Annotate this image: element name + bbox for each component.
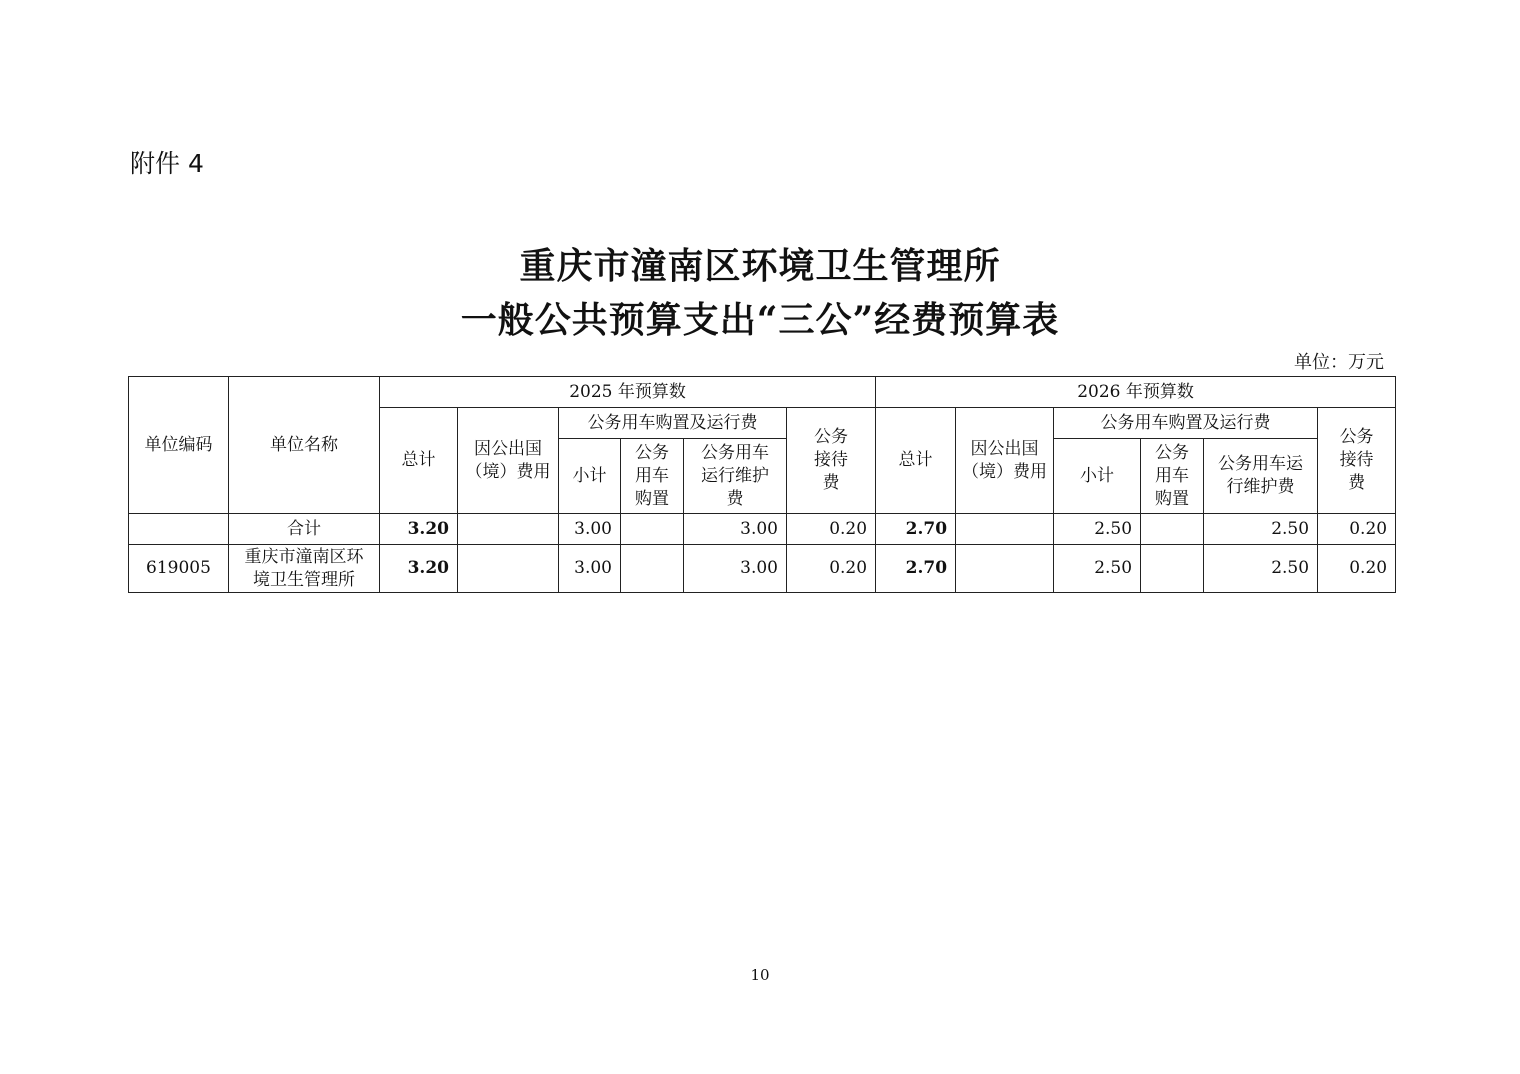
budget-table (128, 376, 1396, 593)
cell-code: 619005 (129, 545, 229, 593)
header-year-2025: 2025 年预算数 (380, 377, 876, 408)
cell-purchase-2025 (621, 545, 684, 593)
cell-subtotal-2026: 2.50 (1054, 545, 1141, 593)
header-unit-name: 单位名称 (229, 377, 380, 514)
header-abroad-2025: 因公出国（境）费用 (458, 408, 559, 514)
cell-maintenance-2026: 2.50 (1204, 514, 1318, 545)
cell-total-2026: 2.70 (876, 545, 956, 593)
cell-maintenance-2025: 3.00 (684, 545, 787, 593)
cell-code (129, 514, 229, 545)
cell-reception-2025: 0.20 (787, 545, 876, 593)
table-row (129, 514, 1396, 545)
header-vehicle-group-2025: 公务用车购置及运行费 (559, 408, 787, 439)
header-subtotal-2025: 小计 (559, 439, 621, 514)
cell-subtotal-2025: 3.00 (559, 514, 621, 545)
cell-total-2026: 2.70 (876, 514, 956, 545)
header-total-2026: 总计 (876, 408, 956, 514)
page-number: 10 (750, 966, 770, 984)
cell-name: 重庆市潼南区环境卫生管理所 (229, 545, 380, 593)
cell-abroad-2025 (458, 545, 559, 593)
page-title-line2: 一般公共预算支出“三公”经费预算表 (460, 299, 1060, 341)
cell-abroad-2026 (956, 514, 1054, 545)
header-reception-2025: 公务接待费 (787, 408, 876, 514)
cell-total-2025: 3.20 (380, 545, 458, 593)
header-vehicle-group-2026: 公务用车购置及运行费 (1054, 408, 1318, 439)
cell-reception-2025: 0.20 (787, 514, 876, 545)
cell-purchase-2025 (621, 514, 684, 545)
cell-subtotal-2026: 2.50 (1054, 514, 1141, 545)
header-row-1 (129, 377, 1396, 408)
page-title-line1: 重庆市潼南区环境卫生管理所 (519, 245, 1001, 287)
cell-abroad-2026 (956, 545, 1054, 593)
cell-purchase-2026 (1141, 545, 1204, 593)
unit-label: 单位：万元 (1294, 352, 1384, 373)
header-purchase-2026: 公务用车购置 (1141, 439, 1204, 514)
header-reception-2026: 公务接待费 (1318, 408, 1396, 514)
header-unit-code: 单位编码 (129, 377, 229, 514)
cell-reception-2026: 0.20 (1318, 514, 1396, 545)
cell-subtotal-2025: 3.00 (559, 545, 621, 593)
cell-abroad-2025 (458, 514, 559, 545)
header-year-2026: 2026 年预算数 (876, 377, 1396, 408)
cell-maintenance-2026: 2.50 (1204, 545, 1318, 593)
cell-purchase-2026 (1141, 514, 1204, 545)
header-purchase-2025: 公务用车购置 (621, 439, 684, 514)
header-maintenance-2025: 公务用车运行维护费 (684, 439, 787, 514)
header-abroad-2026: 因公出国（境）费用 (956, 408, 1054, 514)
header-subtotal-2026: 小计 (1054, 439, 1141, 514)
cell-maintenance-2025: 3.00 (684, 514, 787, 545)
cell-name: 合计 (229, 514, 380, 545)
header-total-2025: 总计 (380, 408, 458, 514)
cell-total-2025: 3.20 (380, 514, 458, 545)
table-row (129, 545, 1396, 593)
attachment-label: 附件 4 (130, 149, 204, 178)
header-maintenance-2026: 公务用车运行维护费 (1204, 439, 1318, 514)
cell-reception-2026: 0.20 (1318, 545, 1396, 593)
